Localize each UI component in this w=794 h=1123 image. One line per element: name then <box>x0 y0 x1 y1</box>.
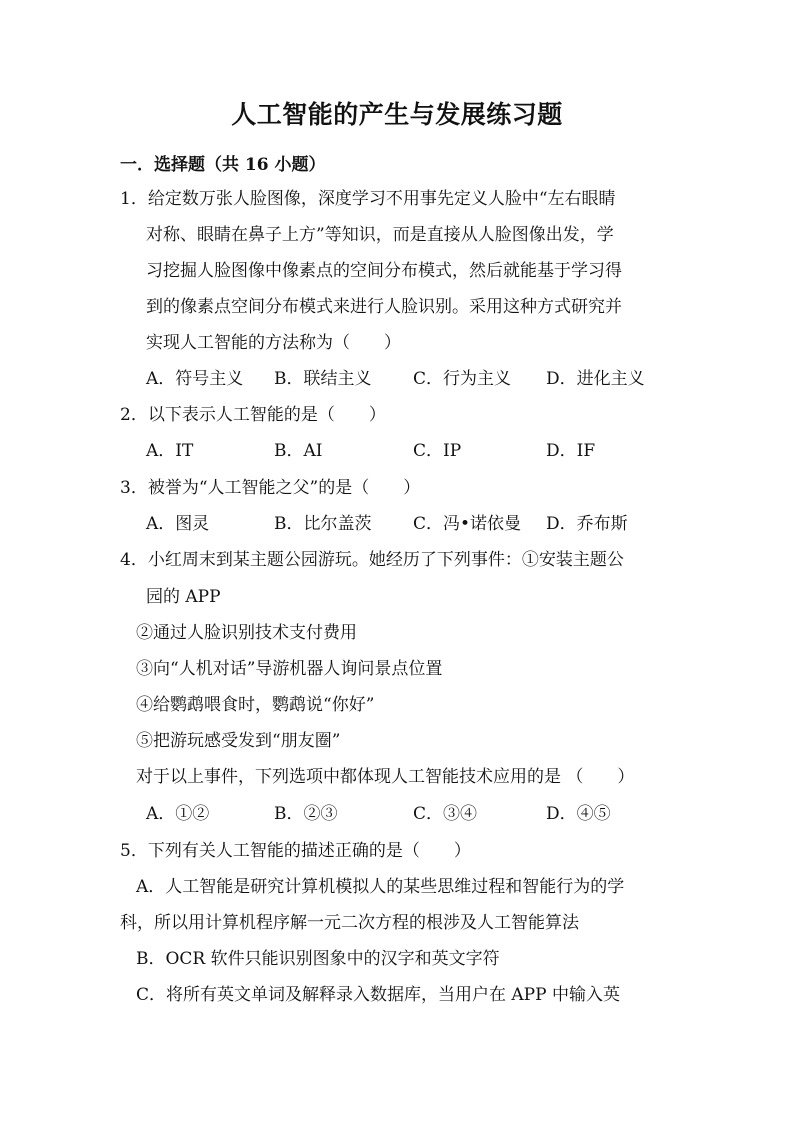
q3-option-d: D．乔布斯 <box>546 514 628 534</box>
q4-event-4: ④给鹦鹉喂食时，鹦鹉说“你好” <box>136 695 375 715</box>
page-title: 人工智能的产生与发展练习题 <box>231 100 563 129</box>
q3-option-b: B．比尔盖茨 <box>274 514 372 534</box>
q4-option-b: B．②③ <box>274 804 338 824</box>
q4-event-3: ③向“人机对话”导游机器人询问景点位置 <box>136 659 443 679</box>
q5-stem: 5．下列有关人工智能的描述正确的是（ ） <box>120 841 471 861</box>
q5-option-a-line-1: A．人工智能是研究计算机模拟人的某些思维过程和智能行为的学 <box>136 877 625 897</box>
q2-option-d: D．IF <box>546 441 596 461</box>
q1-option-c: C．行为主义 <box>413 369 512 389</box>
q4-option-a: A．①② <box>146 804 210 824</box>
q4-line-1: 4．小红周末到某主题公园游玩。她经历了下列事件：①安装主题公 <box>120 550 624 570</box>
q3-option-a: A．图灵 <box>146 514 210 534</box>
q4-event-2: ②通过人脸识别技术支付费用 <box>136 623 357 643</box>
q1-line-3: 习挖掘人脸图像中像素点的空间分布模式，然后就能基于学习得 <box>146 261 622 281</box>
q1-line-1: 1．给定数万张人脸图像，深度学习不用事先定义人脸中“左右眼睛 <box>120 189 616 209</box>
q4-options <box>146 803 706 825</box>
q4-question: 对于以上事件，下列选项中都体现人工智能技术应用的是 （ ） <box>136 767 635 787</box>
q1-line-4: 到的像素点空间分布模式来进行人脸识别。采用这种方式研究并 <box>146 297 622 317</box>
section-heading: 一．选择题（共 16 小题） <box>120 155 326 175</box>
q2-stem: 2．以下表示人工智能的是（ ） <box>120 405 386 425</box>
q3-stem: 3．被誉为“人工智能之父”的是（ ） <box>120 478 421 498</box>
q2-option-a: A．IT <box>146 441 194 461</box>
q3-option-c: C．冯•诺依曼 <box>413 514 522 534</box>
q3-options <box>146 513 706 535</box>
q2-options <box>146 440 706 462</box>
q1-options <box>146 368 706 390</box>
q4-option-d: D．④⑤ <box>546 804 611 824</box>
q4-option-c: C．③④ <box>413 804 478 824</box>
q2-option-b: B．AI <box>274 441 323 461</box>
q1-option-d: D．进化主义 <box>546 369 645 389</box>
q5-option-c: C．将所有英文单词及解释录入数据库，当用户在 APP 中输入英 <box>136 985 620 1005</box>
q5-option-a-line-2: 科，所以用计算机程序解一元二次方程的根涉及人工智能算法 <box>120 913 579 933</box>
q1-option-b: B．联结主义 <box>274 369 372 389</box>
q4-event-5: ⑤把游玩感受发到“朋友圈” <box>136 731 341 751</box>
q1-option-a: A．符号主义 <box>146 369 244 389</box>
q1-line-5: 实现人工智能的方法称为（ ） <box>146 333 401 353</box>
q1-line-2: 对称、眼睛在鼻子上方”等知识，而是直接从人脸图像出发，学 <box>146 225 614 245</box>
q4-line-2: 园的 APP <box>146 587 221 607</box>
q5-option-b: B．OCR 软件只能识别图象中的汉字和英文字符 <box>136 949 500 969</box>
q2-option-c: C．IP <box>413 441 462 461</box>
